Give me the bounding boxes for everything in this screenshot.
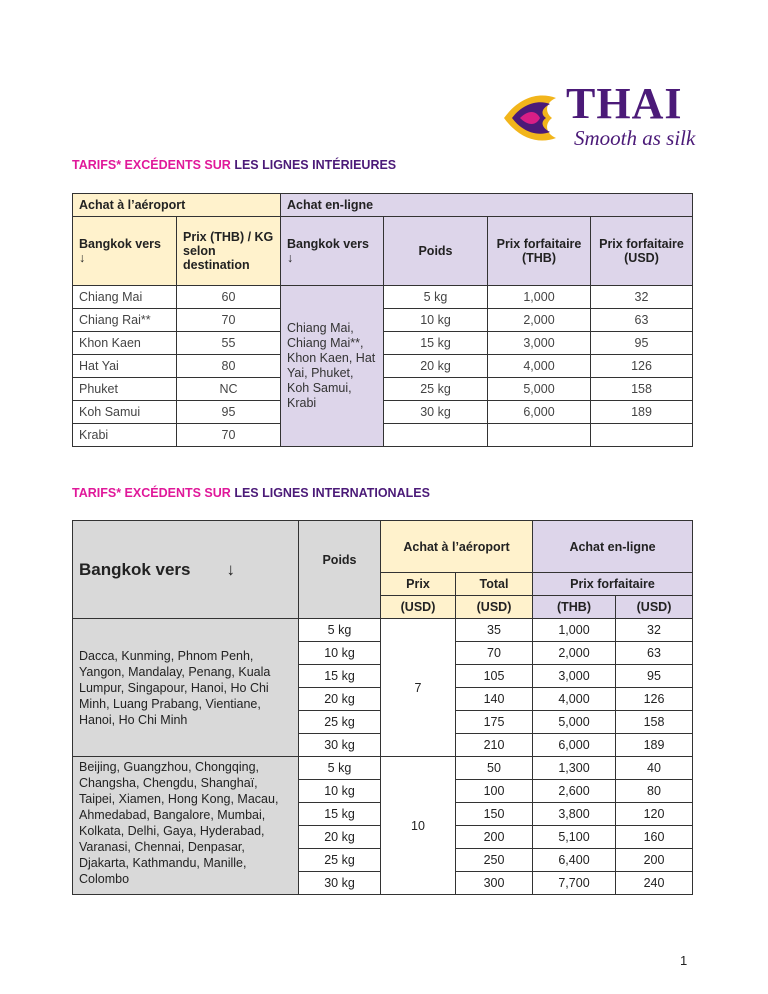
- col-bangkok: [73, 521, 299, 619]
- cell: 250: [456, 849, 533, 872]
- cell: 95: [616, 665, 693, 688]
- international-table: [72, 520, 693, 895]
- cell: 2,000: [533, 642, 616, 665]
- cell: [384, 424, 488, 447]
- cell: Chiang Rai**: [73, 309, 177, 332]
- cell: 200: [456, 826, 533, 849]
- cell: 4,000: [488, 355, 591, 378]
- cell: 63: [616, 642, 693, 665]
- airport-price: 10: [381, 757, 456, 895]
- cell: 20 kg: [384, 355, 488, 378]
- label: Bangkok vers: [79, 237, 161, 251]
- online-header: Achat en-ligne: [533, 521, 693, 573]
- table-row: [73, 286, 693, 309]
- cell: 1,000: [533, 619, 616, 642]
- cell: 175: [456, 711, 533, 734]
- arrow-down-icon: ↓: [287, 251, 294, 265]
- cell: 6,000: [533, 734, 616, 757]
- cell: 1,000: [488, 286, 591, 309]
- cell: 5 kg: [299, 619, 381, 642]
- cell: 60: [177, 286, 281, 309]
- logo-brand: THAI: [566, 79, 683, 128]
- cell: 80: [616, 780, 693, 803]
- col-weight: Poids: [299, 521, 381, 619]
- cell: 25 kg: [384, 378, 488, 401]
- table-row: [73, 619, 693, 642]
- cell: 120: [616, 803, 693, 826]
- cell: 20 kg: [299, 688, 381, 711]
- cell: Chiang Mai: [73, 286, 177, 309]
- heading-part: TARIFS* EXCÉDENTS SUR: [72, 486, 231, 500]
- label: Bangkok vers: [287, 237, 369, 251]
- airport-header: Achat à l’aéroport: [73, 194, 281, 217]
- cell: Koh Samui: [73, 401, 177, 424]
- cell: Phuket: [73, 378, 177, 401]
- arrow-down-icon: ↓: [226, 559, 235, 579]
- cell: [488, 424, 591, 447]
- cell: 30 kg: [299, 734, 381, 757]
- cell: 300: [456, 872, 533, 895]
- cell: 210: [456, 734, 533, 757]
- domestic-table: [72, 193, 693, 447]
- cell: 158: [591, 378, 693, 401]
- col-weight: Poids: [384, 217, 488, 286]
- cell: [591, 424, 693, 447]
- cell: 6,400: [533, 849, 616, 872]
- cell: 7,700: [533, 872, 616, 895]
- cell: 189: [616, 734, 693, 757]
- col-flat-usd: Prix forfaitaire (USD): [591, 217, 693, 286]
- cell: 2,000: [488, 309, 591, 332]
- cell: 189: [591, 401, 693, 424]
- cell: 95: [591, 332, 693, 355]
- cell: 32: [591, 286, 693, 309]
- cell: 240: [616, 872, 693, 895]
- cell: 80: [177, 355, 281, 378]
- online-header: Achat en-ligne: [281, 194, 693, 217]
- cell: Krabi: [73, 424, 177, 447]
- airport-header: Achat à l’aéroport: [381, 521, 533, 573]
- col-price: Prix (THB) / KG selon destination: [177, 217, 281, 286]
- online-destinations: Chiang Mai, Chiang Mai**, Khon Kaen, Hat Yai, Phuket, Koh Samui, Krabi: [281, 286, 384, 447]
- cell: 5 kg: [384, 286, 488, 309]
- col-online-bangkok: [281, 217, 384, 286]
- international-heading: [72, 486, 430, 500]
- cell: 1,300: [533, 757, 616, 780]
- cell: 2,600: [533, 780, 616, 803]
- heading-part: LES LIGNES INTÉRIEURES: [234, 158, 397, 172]
- cell: 3,000: [533, 665, 616, 688]
- cell: NC: [177, 378, 281, 401]
- cell: 5,100: [533, 826, 616, 849]
- thai-logo: [500, 79, 700, 154]
- cell: 10 kg: [299, 642, 381, 665]
- col-bangkok: [73, 217, 177, 286]
- cell: 25 kg: [299, 849, 381, 872]
- cell: 126: [616, 688, 693, 711]
- cell: 3,000: [488, 332, 591, 355]
- cell: 15 kg: [384, 332, 488, 355]
- cell: 70: [177, 424, 281, 447]
- cell: 126: [591, 355, 693, 378]
- cell: 10 kg: [299, 780, 381, 803]
- cell: 30 kg: [384, 401, 488, 424]
- cell: 4,000: [533, 688, 616, 711]
- cell: 20 kg: [299, 826, 381, 849]
- label: Bangkok vers: [79, 559, 191, 579]
- cell: 5,000: [488, 378, 591, 401]
- cell: 63: [591, 309, 693, 332]
- cell: 5,000: [533, 711, 616, 734]
- unit-usd: (USD): [616, 596, 693, 619]
- col-flat-thb: Prix forfaitaire (THB): [488, 217, 591, 286]
- unit-usd: (USD): [456, 596, 533, 619]
- heading-part: LES LIGNES INTERNATIONALES: [234, 486, 430, 500]
- table-row: [73, 757, 693, 780]
- cell: Hat Yai: [73, 355, 177, 378]
- logo-slogan: Smooth as silk: [574, 126, 696, 150]
- cell: 50: [456, 757, 533, 780]
- cell: 32: [616, 619, 693, 642]
- cell: 30 kg: [299, 872, 381, 895]
- unit-usd: (USD): [381, 596, 456, 619]
- cell: 200: [616, 849, 693, 872]
- cell: 70: [177, 309, 281, 332]
- cell: 70: [456, 642, 533, 665]
- cell: 3,800: [533, 803, 616, 826]
- cell: 40: [616, 757, 693, 780]
- page-number: 1: [680, 953, 688, 968]
- cell: 6,000: [488, 401, 591, 424]
- cell: 10 kg: [384, 309, 488, 332]
- col-total: Total: [456, 573, 533, 596]
- cell: 150: [456, 803, 533, 826]
- cell: 140: [456, 688, 533, 711]
- cell: 55: [177, 332, 281, 355]
- col-flat: Prix forfaitaire: [533, 573, 693, 596]
- cell: 15 kg: [299, 665, 381, 688]
- heading-part: TARIFS* EXCÉDENTS SUR: [72, 158, 231, 172]
- cell: 25 kg: [299, 711, 381, 734]
- destination-group: Dacca, Kunming, Phnom Penh, Yangon, Mandalay, Penang, Kuala Lumpur, Singapour, Hanoi, Ho Chi Minh, Luang Prabang, Vientiane, Hanoi, Ho Chi Minh: [73, 619, 299, 757]
- cell: 15 kg: [299, 803, 381, 826]
- destination-group: Beijing, Guangzhou, Chongqing, Changsha, Chengdu, Shanghaï, Taipei, Xiamen, Hong Kong, Macau, Ahmedabad, Bangalore, Mumbai, Kolkata, Delhi, Gaya, Hyderabad, Varanasi, Chennai, Denpasar, Djakarta, Kathmandu, Manille, Colombo: [73, 757, 299, 895]
- domestic-heading: [72, 158, 396, 172]
- cell: 95: [177, 401, 281, 424]
- cell: 100: [456, 780, 533, 803]
- airport-price: 7: [381, 619, 456, 757]
- unit-thb: (THB): [533, 596, 616, 619]
- orchid-icon: [500, 88, 564, 146]
- cell: 35: [456, 619, 533, 642]
- col-price: Prix: [381, 573, 456, 596]
- cell: 158: [616, 711, 693, 734]
- cell: 105: [456, 665, 533, 688]
- cell: 5 kg: [299, 757, 381, 780]
- arrow-down-icon: ↓: [79, 251, 86, 265]
- cell: 160: [616, 826, 693, 849]
- cell: Khon Kaen: [73, 332, 177, 355]
